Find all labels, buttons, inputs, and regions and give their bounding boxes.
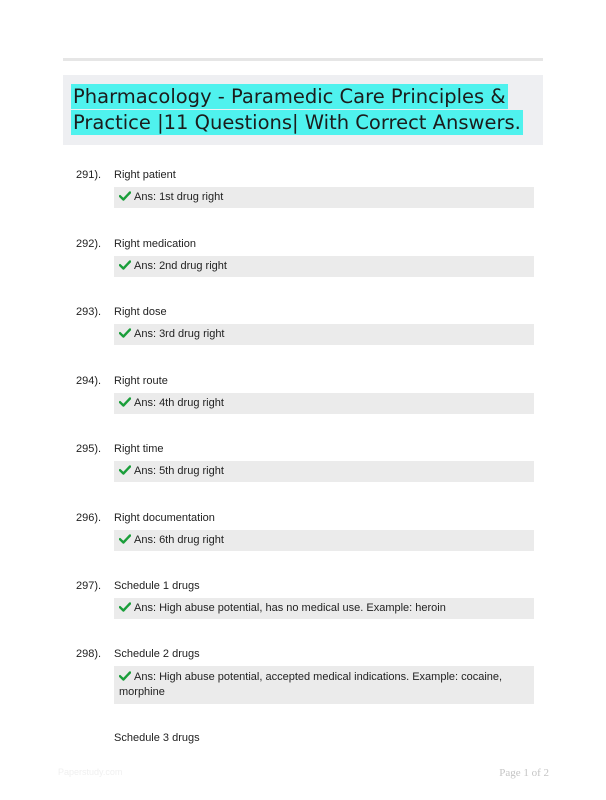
check-icon bbox=[119, 328, 131, 338]
answer-text: Ans: 5th drug right bbox=[134, 465, 224, 477]
answer-text: Ans: 3rd drug right bbox=[134, 328, 225, 340]
question-text: Right documentation bbox=[114, 512, 215, 524]
question-text: Right route bbox=[114, 375, 168, 387]
answer-box bbox=[114, 461, 534, 482]
question-text: Schedule 2 drugs bbox=[114, 648, 200, 660]
question-text: Right dose bbox=[114, 306, 167, 318]
answer-box bbox=[114, 393, 534, 414]
top-divider bbox=[63, 58, 543, 61]
answer-text: Ans: 1st drug right bbox=[134, 191, 224, 203]
answer-box bbox=[114, 324, 534, 345]
answer-text: Ans: 4th drug right bbox=[134, 397, 224, 409]
check-icon bbox=[119, 191, 131, 201]
page-indicator: Page 1 of 2 bbox=[499, 767, 549, 779]
answer-box bbox=[114, 666, 534, 704]
question-text: Schedule 1 drugs bbox=[114, 580, 200, 592]
question-text: Right time bbox=[114, 443, 164, 455]
answer-text: Ans: 6th drug right bbox=[134, 534, 224, 546]
question-text: Right medication bbox=[114, 238, 196, 250]
question-number: 298). bbox=[76, 648, 102, 660]
check-icon bbox=[119, 602, 131, 612]
question-number: 296). bbox=[76, 512, 102, 524]
answer-box bbox=[114, 256, 534, 277]
check-icon bbox=[119, 260, 131, 270]
document-title: Pharmacology - Paramedic Care Principles & Practice |11 Questions| With Correct Answers. bbox=[73, 85, 521, 134]
answer-text: Ans: 2nd drug right bbox=[134, 260, 227, 272]
answer-box bbox=[114, 187, 534, 208]
title-banner bbox=[63, 75, 543, 145]
question-number: 295). bbox=[76, 443, 102, 455]
answer-box bbox=[114, 530, 534, 551]
answer-box bbox=[114, 598, 534, 619]
question-number: 292). bbox=[76, 238, 102, 250]
answer-text: Ans: High abuse potential, has no medical use. Example: heroin bbox=[134, 602, 446, 614]
question-number: 294). bbox=[76, 375, 102, 387]
check-icon bbox=[119, 465, 131, 475]
check-icon bbox=[119, 671, 131, 681]
check-icon bbox=[119, 534, 131, 544]
question-text: Schedule 3 drugs bbox=[114, 732, 200, 744]
question-text: Right patient bbox=[114, 169, 176, 181]
question-number: 297). bbox=[76, 580, 102, 592]
answer-text: Ans: High abuse potential, accepted medical indications. Example: cocaine, morphine bbox=[119, 671, 503, 698]
check-icon bbox=[119, 397, 131, 407]
question-number: 293). bbox=[76, 306, 102, 318]
question-number: 291). bbox=[76, 169, 102, 181]
footer-site: Paperstudy.com bbox=[58, 767, 123, 777]
